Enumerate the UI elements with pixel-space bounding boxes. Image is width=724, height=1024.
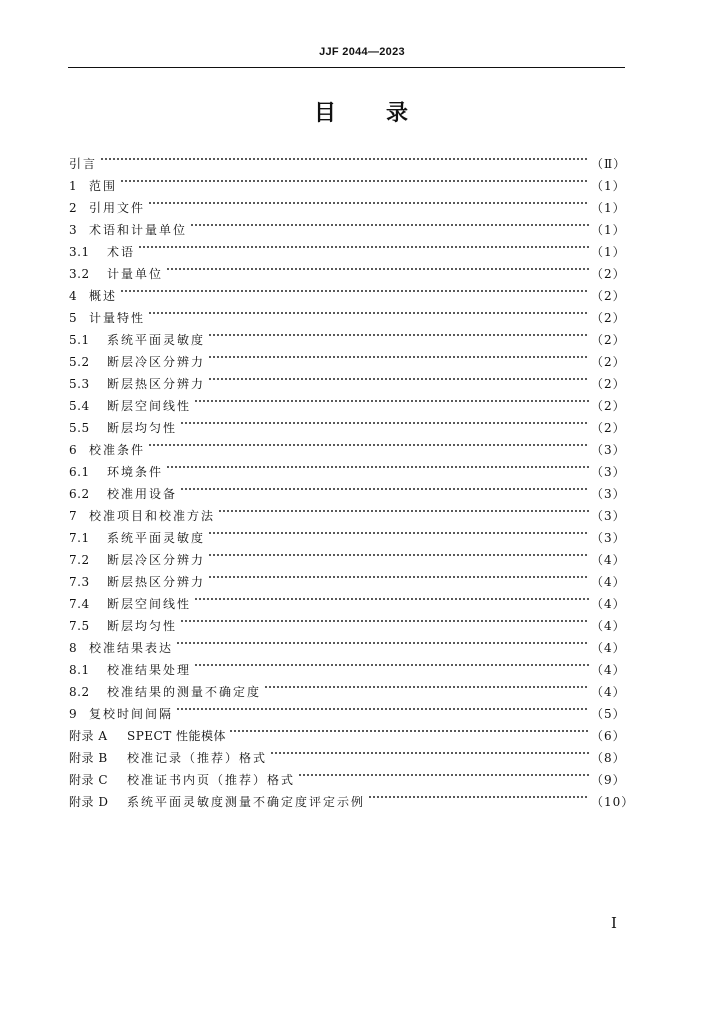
toc-entry[interactable] <box>69 300 626 325</box>
toc-entry-page: （10） <box>591 795 635 809</box>
toc-entry-title: SPECT 性能模体 <box>127 729 227 743</box>
toc-dot-leader <box>166 454 589 476</box>
toc-dot-leader <box>208 564 589 586</box>
toc-dot-leader <box>218 498 589 520</box>
toc-entry-number: 8.2 <box>69 685 90 699</box>
toc-entry-title: 校准项目和校准方法 <box>89 509 216 523</box>
toc-entry-title: 引言 <box>69 157 98 171</box>
toc-entry-page: （3） <box>591 443 626 457</box>
toc-dot-leader <box>148 300 589 322</box>
toc-entry[interactable] <box>69 432 626 457</box>
toc-entry-title: 系统平面灵敏度测量不确定度评定示例 <box>127 795 366 809</box>
toc-entry-number: 7.2 <box>69 553 90 567</box>
toc-dot-leader <box>194 652 589 674</box>
toc-entry-number: 6.2 <box>69 487 90 501</box>
toc-entry-title: 范围 <box>89 179 118 193</box>
toc-entry-title: 断层空间线性 <box>107 399 192 413</box>
toc-entry-title: 计量特性 <box>89 311 146 325</box>
toc-dot-leader <box>208 542 589 564</box>
toc-entry-page: （1） <box>591 201 626 215</box>
toc-entry-number: 5.4 <box>69 399 90 413</box>
toc-entry-number: 7.1 <box>69 531 90 545</box>
header-rule <box>68 67 625 68</box>
toc-dot-leader <box>208 520 589 542</box>
toc-entry-number: 8 <box>69 641 78 655</box>
toc-entry-page: （5） <box>591 707 626 721</box>
toc-entry-page: （Ⅱ） <box>591 157 627 171</box>
toc-dot-leader <box>180 608 589 630</box>
toc-entry-title: 校准用设备 <box>107 487 178 501</box>
toc-dot-leader <box>368 784 589 806</box>
toc-dot-leader <box>100 146 589 168</box>
toc-entry-page: （2） <box>591 355 626 369</box>
document-code: JJF 2044—2023 <box>319 46 405 58</box>
toc-dot-leader <box>180 410 589 432</box>
toc-entry-title: 断层热区分辨力 <box>107 575 206 589</box>
toc-entry-title: 校准结果处理 <box>107 663 192 677</box>
toc-entry[interactable] <box>69 454 626 479</box>
toc-entry-number: 附录 C <box>69 773 108 787</box>
toc-entry-number: 2 <box>69 201 78 215</box>
toc-entry-number: 7 <box>69 509 78 523</box>
toc-entry-number: 3.1 <box>69 245 90 259</box>
toc-entry-page: （4） <box>591 641 626 655</box>
toc-entry-page: （3） <box>591 509 626 523</box>
toc-dot-leader <box>138 234 589 256</box>
page-title <box>0 96 724 127</box>
toc-entry-number: 5.3 <box>69 377 90 391</box>
toc-dot-leader <box>120 278 589 300</box>
toc-entry-title: 系统平面灵敏度 <box>107 531 206 545</box>
toc-entry-title: 环境条件 <box>107 465 164 479</box>
toc-entry-title: 计量单位 <box>107 267 164 281</box>
toc-entry-page: （2） <box>591 399 626 413</box>
toc-entry-title: 系统平面灵敏度 <box>107 333 206 347</box>
toc-entry-number: 3.2 <box>69 267 90 281</box>
toc-entry-page: （3） <box>591 531 626 545</box>
toc-entry-number: 附录 D <box>69 795 109 809</box>
toc-entry-number: 附录 A <box>69 729 108 743</box>
toc-entry-title: 断层均匀性 <box>107 619 178 633</box>
toc-entry-page: （2） <box>591 377 626 391</box>
toc-entry[interactable] <box>69 190 626 215</box>
toc-entry-title: 断层冷区分辨力 <box>107 355 206 369</box>
title-char-2: 录 <box>386 101 411 126</box>
toc-dot-leader <box>270 740 589 762</box>
toc-entry-title: 断层均匀性 <box>107 421 178 435</box>
toc-entry-title: 校准证书内页（推荐）格式 <box>127 773 296 787</box>
toc-entry-page: （4） <box>591 597 626 611</box>
toc-entry-title: 校准记录（推荐）格式 <box>127 751 268 765</box>
toc-entry-title: 断层空间线性 <box>107 597 192 611</box>
toc-entry-page: （1） <box>591 223 626 237</box>
toc-entry-number: 9 <box>69 707 78 721</box>
toc-entry[interactable] <box>69 278 626 303</box>
toc-dot-leader <box>264 674 589 696</box>
toc-entry[interactable] <box>69 322 626 347</box>
toc-dot-leader <box>208 366 589 388</box>
toc-entry-title: 引用文件 <box>89 201 146 215</box>
toc-entry-number: 5.2 <box>69 355 90 369</box>
toc-entry-page: （4） <box>591 619 626 633</box>
toc-entry-number: 6 <box>69 443 78 457</box>
toc-entry-number: 8.1 <box>69 663 90 677</box>
toc-entry-number: 1 <box>69 179 78 193</box>
toc-dot-leader <box>229 718 589 740</box>
toc-dot-leader <box>190 212 589 234</box>
toc-entry-number: 5 <box>69 311 78 325</box>
toc-entry-title: 断层冷区分辨力 <box>107 553 206 567</box>
toc-entry[interactable] <box>69 212 626 237</box>
toc-dot-leader <box>180 476 589 498</box>
toc-entry-number: 7.3 <box>69 575 90 589</box>
table-of-contents <box>69 146 635 809</box>
toc-entry-number: 6.1 <box>69 465 90 479</box>
toc-dot-leader <box>208 322 589 344</box>
page-number: I <box>611 914 617 932</box>
toc-entry-page: （2） <box>591 267 626 281</box>
toc-dot-leader <box>176 630 589 652</box>
toc-entry-title: 术语和计量单位 <box>89 223 188 237</box>
toc-entry-number: 5.1 <box>69 333 90 347</box>
toc-entry[interactable] <box>69 234 626 259</box>
toc-entry-page: （3） <box>591 465 626 479</box>
toc-entry-page: （1） <box>591 245 626 259</box>
toc-dot-leader <box>148 432 589 454</box>
toc-dot-leader <box>208 344 589 366</box>
toc-entry-page: （2） <box>591 289 626 303</box>
toc-dot-leader <box>194 388 589 410</box>
toc-entry-page: （4） <box>591 663 626 677</box>
toc-entry-title: 概述 <box>89 289 118 303</box>
toc-entry-title: 校准条件 <box>89 443 146 457</box>
toc-entry-page: （2） <box>591 333 626 347</box>
toc-entry-page: （9） <box>591 773 626 787</box>
toc-entry-page: （6） <box>591 729 626 743</box>
toc-entry-number: 7.4 <box>69 597 90 611</box>
toc-dot-leader <box>298 762 589 784</box>
toc-entry-title: 校准结果的测量不确定度 <box>107 685 262 699</box>
title-char-1: 目 <box>313 101 338 126</box>
toc-entry-number: 7.5 <box>69 619 90 633</box>
toc-entry-number: 4 <box>69 289 78 303</box>
toc-entry[interactable] <box>69 256 626 281</box>
toc-entry-page: （2） <box>591 421 626 435</box>
toc-dot-leader <box>176 696 589 718</box>
toc-entry-page: （3） <box>591 487 626 501</box>
toc-entry-page: （2） <box>591 311 626 325</box>
toc-entry-page: （4） <box>591 685 626 699</box>
toc-entry-number: 附录 B <box>69 751 108 765</box>
toc-entry-number: 5.5 <box>69 421 90 435</box>
toc-dot-leader <box>194 586 589 608</box>
toc-entry-title: 复校时间间隔 <box>89 707 174 721</box>
toc-entry-title: 术语 <box>107 245 136 259</box>
toc-entry[interactable] <box>69 146 627 171</box>
toc-entry-number: 3 <box>69 223 78 237</box>
toc-dot-leader <box>148 190 589 212</box>
toc-entry-title: 校准结果表达 <box>89 641 174 655</box>
toc-entry-page: （8） <box>591 751 626 765</box>
toc-dot-leader <box>120 168 589 190</box>
toc-dot-leader <box>166 256 589 278</box>
toc-entry-page: （1） <box>591 179 626 193</box>
toc-entry-title: 断层热区分辨力 <box>107 377 206 391</box>
toc-entry-page: （4） <box>591 553 626 567</box>
toc-entry-page: （4） <box>591 575 626 589</box>
toc-entry[interactable] <box>69 168 626 193</box>
